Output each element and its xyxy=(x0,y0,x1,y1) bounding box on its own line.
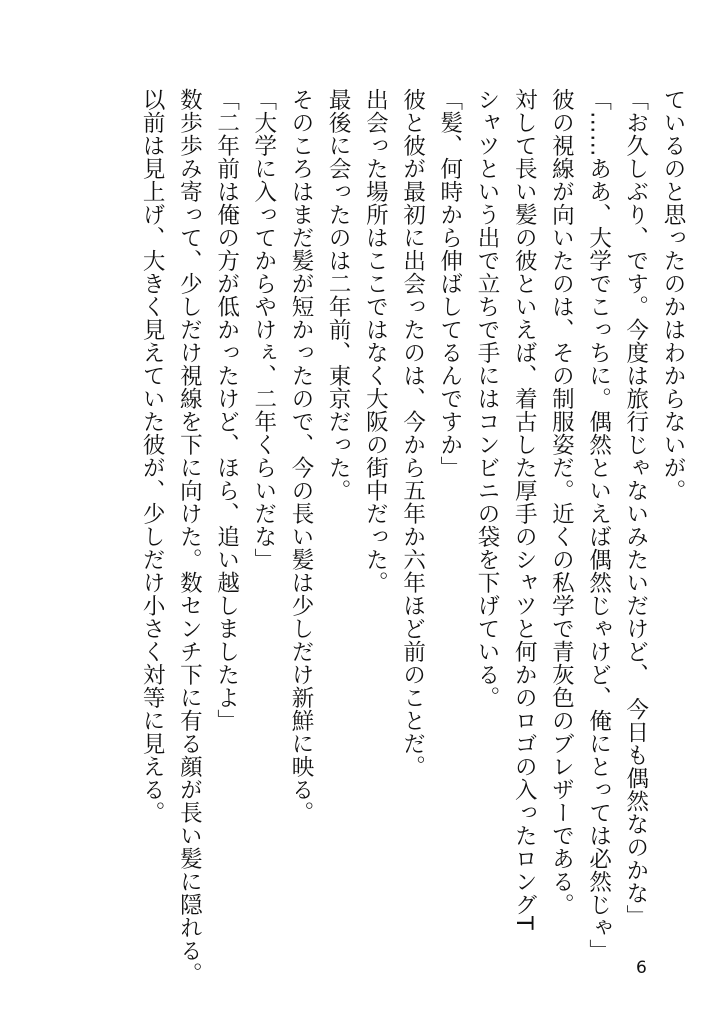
text-line-11: そのころはまだ髪が短かったので、今の長い髪は少しだけ新鮮に映る。 xyxy=(287,88,314,824)
text-line-15: 以前は見上げ、大きく見えていた彼が、少しだけ小さく対等に見える。 xyxy=(139,88,166,824)
text-line-1: ているのと思ったのかはわからないが。 xyxy=(660,88,686,502)
text-line-8: 彼と彼が最初に出会ったのは、今から五年か六年ほど前のことだ。 xyxy=(399,88,426,778)
text-line-2: 「お久しぶり、です。今度は旅行じゃないみたいだけど、 今日も偶然なのかな」 xyxy=(622,88,649,928)
text-line-7: 「髪、何時から伸ばしてるんですか」 xyxy=(436,88,463,479)
text-line-4: 彼の視線が向いたのは、その制服姿だ。近くの私学で青灰色のブレザーである。 xyxy=(548,88,575,916)
text-line-14: 数歩歩み寄って、少しだけ視線を下に向けた。数センチ下に有る顔が長い髪に隠れる。 xyxy=(176,88,203,985)
text-line-9: 出会った場所はここではなく大阪の街中だった。 xyxy=(362,88,389,594)
text-line-3: 「……ああ、大学でこっちに。偶然といえば偶然じゃけど、俺にとっては必然じゃ」 xyxy=(585,88,612,962)
text-line-12: 「大学に入ってからやけぇ、二年くらいだな」 xyxy=(250,88,277,571)
page-number: 6 xyxy=(636,958,647,978)
text-line-13: 「二年前は俺の方が低かったけど、ほら、追い越しましたよ」 xyxy=(213,88,240,732)
text-line-5: 対して長い髪の彼といえば、着古した厚手のシャツと何かのロゴの入ったロングT xyxy=(511,88,538,931)
text-line-10: 最後に会ったのは二年前、東京だった。 xyxy=(325,88,352,502)
vertical-text-block xyxy=(133,88,691,985)
text-line-6: シャツという出で立ちで手にはコンビニの袋を下げている。 xyxy=(473,88,500,709)
